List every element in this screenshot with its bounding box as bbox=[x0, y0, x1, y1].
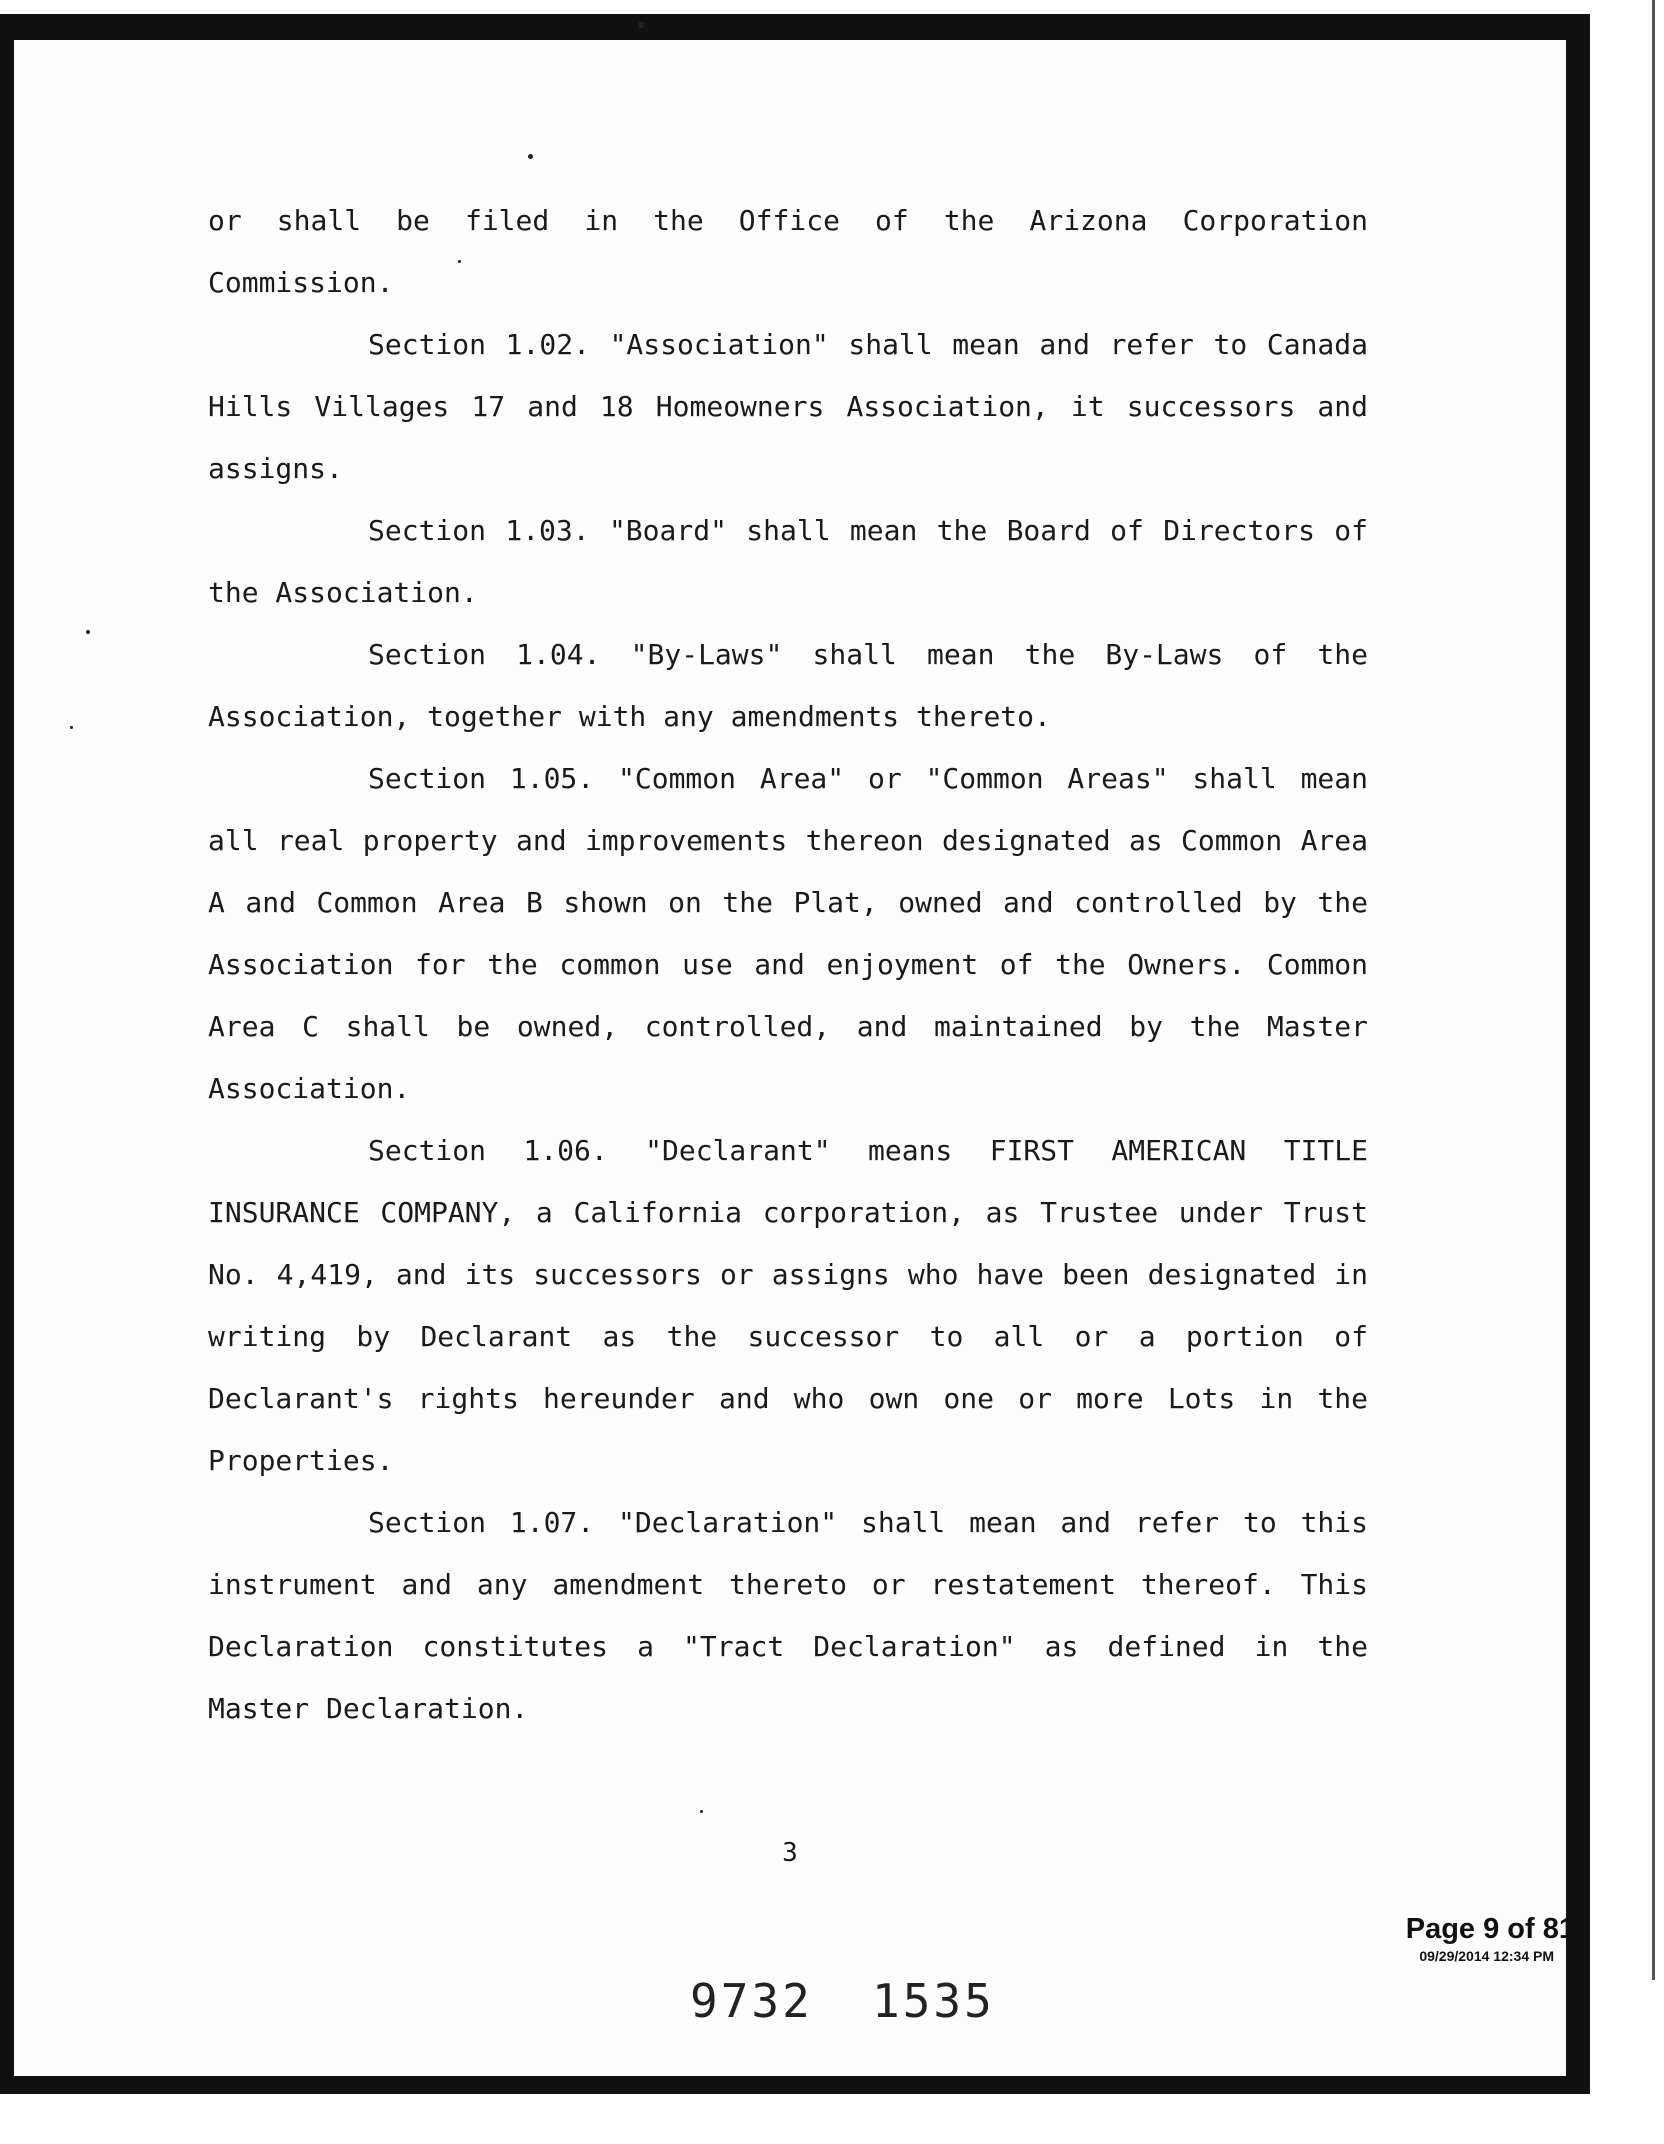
document-body bbox=[208, 190, 1368, 1740]
paragraph-section-1-03: Section 1.03. "Board" shall mean the Board of Directors of the Association. bbox=[208, 514, 1368, 609]
scan-speck bbox=[70, 726, 73, 729]
paragraph-section-1-07: Section 1.07. "Declaration" shall mean and refer to this instrument and any amendment thereto or restatement thereof. This Declaration constitutes a "Tract Declaration" as defined in the Master Declaration. bbox=[208, 1506, 1368, 1725]
page-edge-line bbox=[1652, 0, 1655, 1980]
scan-speck bbox=[86, 630, 90, 634]
paragraph-section-1-06: Section 1.06. "Declarant" means FIRST AMERICAN TITLE INSURANCE COMPANY, a California corporation, as Trustee under Trust No. 4,419, and its successors or assigns who have been designated in writing by Declarant as the successor to all or a portion of Declarant's rights hereunder and who own one or more Lots in the Properties. bbox=[208, 1134, 1368, 1477]
scan-speck bbox=[700, 1810, 703, 1813]
paragraph-section-1-04: Section 1.04. "By-Laws" shall mean the By-Laws of the Association, together with any amendments thereto. bbox=[208, 638, 1368, 733]
paragraph-section-1-02: Section 1.02. "Association" shall mean and refer to Canada Hills Villages 17 and 18 Homeowners Association, it successors and assigns. bbox=[208, 328, 1368, 485]
recording-book-number: 9732 bbox=[690, 1974, 813, 2028]
recorder-date-stamp: 09/29/2014 12:34 PM bbox=[1419, 1948, 1554, 1964]
paragraph-section-1-05: Section 1.05. "Common Area" or "Common Areas" shall mean all real property and improvements thereon designated as Common Area A and Common Area B shown on the Plat, owned and controlled by the Association for the common use and enjoyment of the Owners. Common Area C shall be owned, controlled, and maintained by the Master Association. bbox=[208, 762, 1368, 1105]
paragraph-intro: or shall be filed in the Office of the Arizona Corporation Commission. bbox=[208, 204, 1368, 299]
scan-speck bbox=[528, 154, 533, 159]
scan-speck bbox=[638, 22, 644, 28]
recorder-page-stamp: Page 9 of 81 bbox=[1405, 1913, 1575, 1945]
page-number: 3 bbox=[782, 1838, 798, 1868]
recording-page-number: 1535 bbox=[872, 1974, 995, 2028]
